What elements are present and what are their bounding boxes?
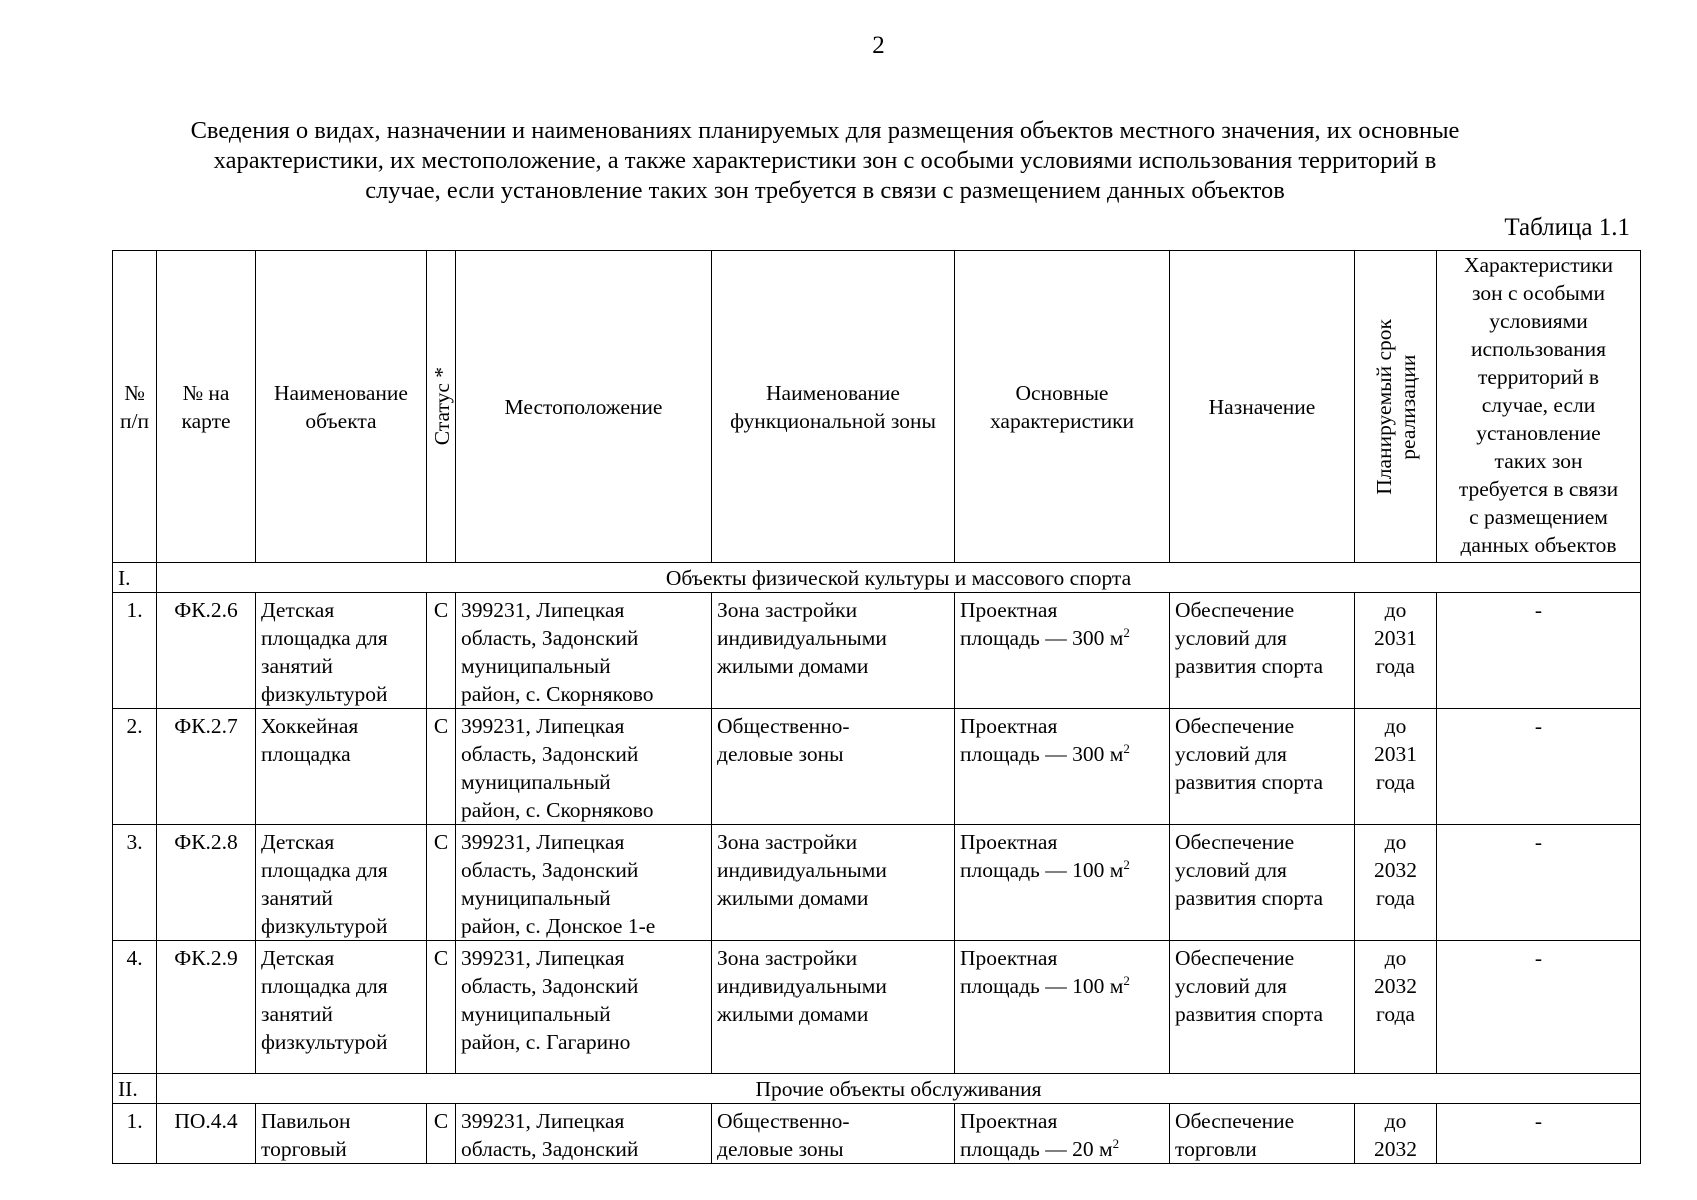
heading-line: характеристики, их местоположение, а также характеристики зон с особыми условиями использования территорий в	[213, 147, 1437, 174]
row-object-name: Детская площадка для занятий физкультурой	[256, 593, 427, 709]
row-location: 399231, Липецкая область, Задонский муниципальный район, с. Скорняково	[456, 593, 712, 709]
section-number: I.	[113, 563, 157, 593]
row-location: 399231, Липецкая область, Задонский муниципальный район, с. Скорняково	[456, 709, 712, 825]
table-row	[113, 825, 1641, 941]
row-status: С	[427, 825, 456, 941]
header-status: Статус *	[427, 251, 456, 563]
table-row	[113, 709, 1641, 825]
header-characteristics: Основные характеристики	[955, 251, 1170, 563]
header-num: № п/п	[113, 251, 157, 563]
header-term: Планируемый срок реализации	[1355, 251, 1437, 563]
row-characteristics: Проектная площадь — 100 $м^2$	[955, 941, 1170, 1074]
section-title: Объекты физической культуры и массового спорта	[157, 563, 1641, 593]
row-func-zone: Общественно- деловые зоны	[712, 709, 955, 825]
row-term: до 2031 года	[1355, 709, 1437, 825]
row-purpose: Обеспечение торговли	[1170, 1104, 1355, 1164]
row-zones: -	[1437, 709, 1641, 825]
row-location: 399231, Липецкая область, Задонский муниципальный район, с. Гагарино	[456, 941, 712, 1074]
row-map-num: ФК.2.6	[157, 593, 256, 709]
row-func-zone: Общественно- деловые зоны	[712, 1104, 955, 1164]
page-number: 2	[872, 32, 885, 59]
section-row	[113, 1074, 1641, 1104]
row-characteristics: Проектная площадь — 20 $м^2$	[955, 1104, 1170, 1164]
document-heading	[110, 116, 1540, 206]
row-purpose: Обеспечение условий для развития спорта	[1170, 941, 1355, 1074]
heading-line: случае, если установление таких зон требуется в связи с размещением данных объектов	[365, 177, 1285, 204]
heading-line: Сведения о видах, назначении и наименованиях планируемых для размещения объектов местного значения, их основные	[190, 117, 1460, 144]
row-func-zone: Зона застройки индивидуальными жилыми домами	[712, 593, 955, 709]
row-zones: -	[1437, 941, 1641, 1074]
row-status: С	[427, 593, 456, 709]
header-func-zone: Наименование функциональной зоны	[712, 251, 955, 563]
row-num: 3.	[113, 825, 157, 941]
table-caption: Таблица 1.1	[1504, 214, 1630, 241]
row-num: 1.	[113, 1104, 157, 1164]
row-purpose: Обеспечение условий для развития спорта	[1170, 709, 1355, 825]
row-status: С	[427, 709, 456, 825]
row-term: до 2032 года	[1355, 941, 1437, 1074]
row-func-zone: Зона застройки индивидуальными жилыми домами	[712, 941, 955, 1074]
row-term: до 2031 года	[1355, 593, 1437, 709]
row-characteristics: Проектная площадь — 300 $м^2$	[955, 709, 1170, 825]
header-object-name: Наименование объекта	[256, 251, 427, 563]
row-object-name: Детская площадка для занятий физкультурой	[256, 825, 427, 941]
row-object-name: Детская площадка для занятий физкультурой	[256, 941, 427, 1074]
row-purpose: Обеспечение условий для развития спорта	[1170, 825, 1355, 941]
row-status: С	[427, 941, 456, 1074]
header-location: Местоположение	[456, 251, 712, 563]
section-number: II.	[113, 1074, 157, 1104]
table-row	[113, 593, 1641, 709]
row-num: 4.	[113, 941, 157, 1074]
row-characteristics: Проектная площадь — 100 $м^2$	[955, 825, 1170, 941]
row-location: 399231, Липецкая область, Задонский муниципальный район, с. Донское 1-е	[456, 825, 712, 941]
header-zones: Характеристики зон с особыми условиями использования территорий в случае, если установление таких зон требуется в связи с размещением данных объектов	[1437, 251, 1641, 563]
section-title: Прочие объекты обслуживания	[157, 1074, 1641, 1104]
row-object-name: Павильон торговый	[256, 1104, 427, 1164]
table-row	[113, 1104, 1641, 1164]
row-term: до 2032 года	[1355, 825, 1437, 941]
row-zones: -	[1437, 825, 1641, 941]
table-header-row	[113, 251, 1641, 563]
row-characteristics: Проектная площадь — 300 $м^2$	[955, 593, 1170, 709]
section-row	[113, 563, 1641, 593]
row-map-num: ФК.2.7	[157, 709, 256, 825]
row-num: 1.	[113, 593, 157, 709]
row-func-zone: Зона застройки индивидуальными жилыми домами	[712, 825, 955, 941]
header-map-num: № на карте	[157, 251, 256, 563]
row-map-num: ПО.4.4	[157, 1104, 256, 1164]
row-object-name: Хоккейная площадка	[256, 709, 427, 825]
row-map-num: ФК.2.9	[157, 941, 256, 1074]
row-map-num: ФК.2.8	[157, 825, 256, 941]
objects-table	[112, 250, 1641, 1164]
row-num: 2.	[113, 709, 157, 825]
row-location: 399231, Липецкая область, Задонский	[456, 1104, 712, 1164]
row-zones: -	[1437, 593, 1641, 709]
row-zones: -	[1437, 1104, 1641, 1164]
row-term: до 2032	[1355, 1104, 1437, 1164]
row-status: С	[427, 1104, 456, 1164]
header-purpose: Назначение	[1170, 251, 1355, 563]
row-purpose: Обеспечение условий для развития спорта	[1170, 593, 1355, 709]
table-row	[113, 941, 1641, 1074]
